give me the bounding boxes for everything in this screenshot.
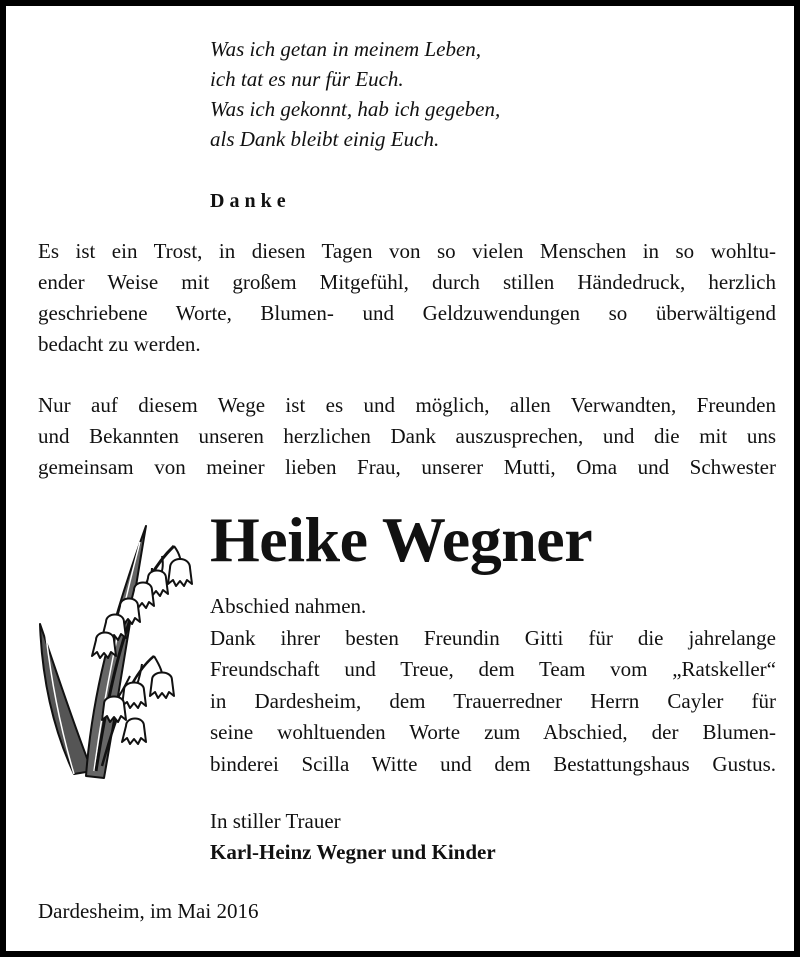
closing-line: Dank ihrer besten Freundin Gitti für die jahrelange (210, 625, 776, 650)
closing-line: Freundschaft und Treue, dem Team vom „Ratskeller“ (210, 657, 776, 681)
paragraph-line: gemeinsam von meiner lieben Frau, unserer Mutti, Oma und Schwester (38, 455, 776, 479)
poem-line: ich tat es nur für Euch. (210, 67, 404, 91)
lily-of-the-valley-icon (34, 516, 204, 786)
closing-line: binderei Scilla Witte und dem Bestattungshaus Gustus. (210, 751, 776, 776)
paragraph-line: Nur auf diesem Wege ist es und möglich, allen Verwandten, Freunden (38, 393, 776, 417)
closing-line: seine wohltuenden Worte zum Abschied, der Blumen- (210, 720, 776, 744)
poem-line: Was ich getan in meinem Leben, (210, 37, 482, 61)
paragraph-line: bedacht zu werden. (38, 332, 201, 356)
closing-line: Abschied nahmen. (210, 594, 367, 618)
place-date: Dardesheim, im Mai 2016 (38, 899, 259, 923)
signers: Karl-Heinz Wegner und Kinder (210, 840, 496, 864)
gratitude-paragraph (38, 390, 776, 483)
poem (210, 34, 500, 154)
deceased-name: Heike Wegner (210, 504, 593, 575)
paragraph-line: ender Weise mit großem Mitgefühl, durch stillen Händedruck, herzlich (38, 270, 776, 294)
paragraph-line: geschriebene Worte, Blumen- und Geldzuwendungen so überwältigend (38, 301, 776, 325)
closing-line: in Dardesheim, dem Trauerredner Herrn Cayler für (210, 688, 776, 713)
paragraph-line: und Bekannten unseren herzlichen Dank auszusprechen, und die mit uns (38, 424, 776, 448)
thanks-paragraph (38, 236, 776, 360)
signoff (210, 806, 496, 868)
closing-paragraph (210, 591, 776, 780)
thanks-heading: Danke (210, 190, 291, 212)
paragraph-line: Es ist ein Trost, in diesen Tagen von so vielen Menschen in so wohltu- (38, 239, 776, 263)
poem-line: als Dank bleibt einig Euch. (210, 127, 440, 151)
mourning-line: In stiller Trauer (210, 809, 341, 833)
poem-line: Was ich gekonnt, hab ich gegeben, (210, 97, 501, 121)
